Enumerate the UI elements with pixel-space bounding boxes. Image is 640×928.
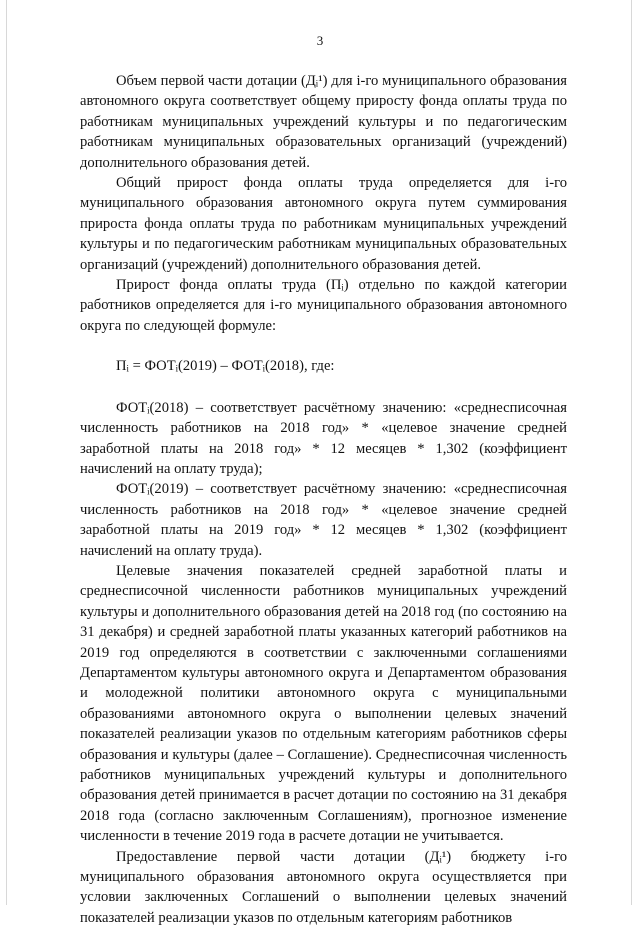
formula-growth: Пᵢ = ФОТᵢ(2019) – ФОТᵢ(2018), где: [116, 358, 335, 375]
page-edge-left [6, 0, 7, 905]
paragraph-dotation-volume: Объем первой части дотации (Дᵢ¹) для i-го муниципального образования автономного округа соответствует общему приросту фонда оплаты труда по работникам муниципальных учреждений культуры и по педагогическим работникам муниципальных образовательных организаций (учреждений) дополнительного образования детей. [80, 73, 567, 171]
paragraph-provision-condition: Предоставление первой части дотации (Дᵢ¹) бюджету i-го муниципального образования автономного округа осуществляется при условии заключенных Соглашений о выполнении целевых значений показателей реализации указов по отдельным категориям работников [80, 848, 567, 926]
paragraph-target-values: Целевые значения показателей средней заработной платы и среднесписочной численности работников муниципальных учреждений культуры и дополнительного образования детей на 2018 год (по состоянию на 31 декабря) и средней заработной платы указанных категорий работников на 2019 год определяются в соответствии с заключенными соглашениями Департаментом культуры автономного округа и Департаментом образования и молодежной политики автономного округа с муниципальными образованиями автономного округа о выполнении целевых значений показателей реализации указов по отдельным категориям работников сферы образования и культуры (далее – Соглашение). Среднесписочная численность работников муниципальных учреждений культуры и дополнительного образования детей принимается в расчет дотации по состоянию на 31 декабря 2018 года (согласно заключенным Соглашениям), прогнозное изменение численности в течение 2019 года в расчете дотации не учитывается. [80, 562, 567, 845]
definition-fot-2019: ФОТᵢ(2019) – соответствует расчётному значению: «среднесписочная численность работников на 2018 год» * «целевое значение средней заработной платы на 2019 год» * 12 месяцев * 1,302 (коэффициент начислений на оплату труда). [80, 481, 567, 559]
document-body [80, 71, 567, 928]
page-number: 3 [316, 33, 324, 48]
paragraph-total-growth: Общий прирост фонда оплаты труда определяется для i-го муниципального образования автономного округа путем суммирования прироста фонда оплаты труда по работникам муниципальных учреждений культуры и по педагогическим работникам муниципальных образовательных организаций (учреждений) дополнительного образования детей. [80, 175, 567, 273]
definition-fot-2018: ФОТᵢ(2018) – соответствует расчётному значению: «среднесписочная численность работников на 2018 год» * «целевое значение средней заработной платы на 2018 год» * 12 месяцев * 1,302 (коэффициент начислений на оплату труда); [80, 399, 567, 477]
paragraph-growth-formula-intro: Прирост фонда оплаты труда (Пᵢ) отдельно по каждой категории работников определяется для i-го муниципального образования автономного округа по следующей формуле: [80, 277, 567, 334]
page-edge-right [631, 0, 632, 905]
